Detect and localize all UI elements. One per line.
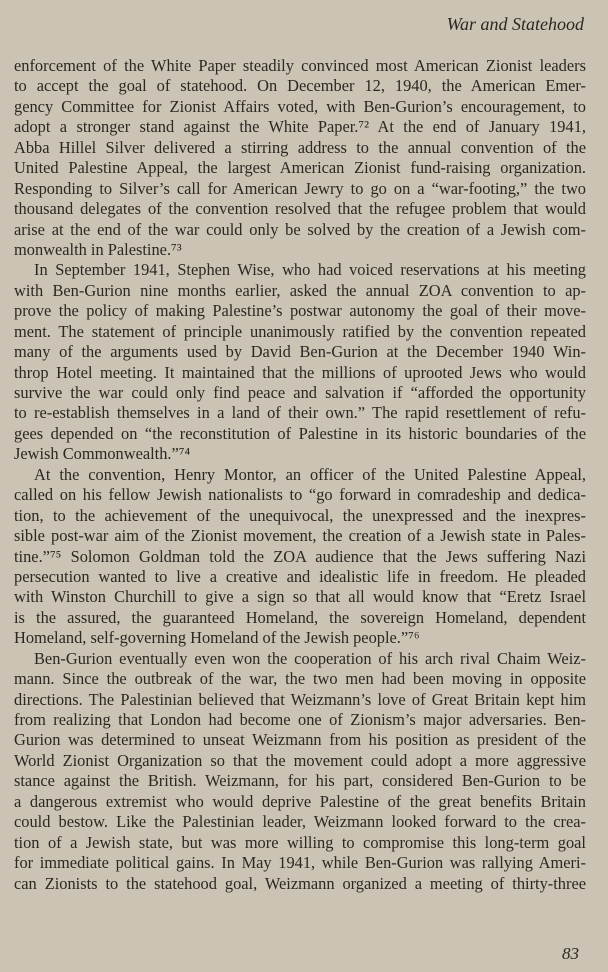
text-line: from realizing that London had become one of Zionism’s major adversaries. Ben- (14, 710, 586, 729)
running-header: War and Statehood (446, 14, 584, 34)
text-line: Ben-Gurion eventually even won the cooperation of his arch rival Chaim Weiz- (34, 648, 586, 668)
text-line: can Zionists to the statehood goal, Weizmann organized a meeting of thirty-three (14, 873, 586, 893)
text-line: ment. The statement of principle unanimously ratified by the convention repeated (14, 321, 586, 341)
text-line: tion, to the achievement of the unequivocal, the unexpressed and the inexpres- (14, 505, 586, 525)
text-line: adopt a stronger stand against the White Paper.⁷² At the end of January 1941, (14, 117, 586, 137)
text-line: Responding to Silver’s call for American Jewry to go on a “war-footing,” the two (14, 178, 586, 198)
text-line: directions. The Palestinian believed that Weizmann’s love of Great Britain kept him (14, 689, 586, 709)
text-line: Homeland, self-governing Homeland of the Jewish people.”⁷⁶ (14, 628, 420, 648)
text-line: stance against the British. Weizmann, for his part, considered Ben-Gurion to be (14, 771, 586, 791)
paragraph (14, 56, 586, 260)
text-line: thousand delegates of the convention resolved that the refugee problem that would (14, 199, 586, 219)
page-number: 83 (562, 944, 579, 963)
text-line: many of the arguments used by David Ben-Gurion at the December 1940 Win- (14, 342, 586, 362)
text-line: At the convention, Henry Montor, an officer of the United Palestine Appeal, (34, 464, 586, 484)
text-line: prove the policy of making Palestine’s postwar autonomy the goal of their move- (14, 301, 586, 321)
paragraph (14, 465, 586, 649)
text-line: tion of a Jewish state, but was more willing to compromise this long-term goal (14, 832, 586, 852)
text-line: In September 1941, Stephen Wise, who had voiced reservations at his meeting (34, 260, 586, 280)
text-line: Abba Hillel Silver delivered a stirring address to the annual convention of the (14, 137, 586, 157)
text-line: with Winston Churchill to give a sign so that all would know that “Eretz Israel (14, 587, 586, 607)
text-line: could bestow. Like the Palestinian leader, Weizmann looked forward to the crea- (14, 812, 586, 832)
text-line: a dangerous extremist who would deprive Palestine of the great benefits Britain (14, 791, 586, 811)
text-line: sible post-war aim of the Zionist movement, the creation of a Jewish state in Pales- (14, 526, 586, 546)
page-body (14, 56, 586, 894)
text-line: to accept the goal of statehood. On December 12, 1940, the American Emer- (14, 76, 586, 96)
text-line: tine.”⁷⁵ Solomon Goldman told the ZOA audience that the Jews suffering Nazi (14, 546, 586, 566)
text-line: arise at the end of the war could only be solved by the creation of a Jewish com- (14, 219, 586, 239)
text-line: Jewish Commonwealth.”⁷⁴ (14, 444, 191, 464)
text-line: mann. Since the outbreak of the war, the two men had been moving in opposite (14, 669, 586, 689)
text-line: to re-establish themselves in a land of their own.” The rapid resettlement of refu- (14, 403, 586, 423)
text-line: survive the war could only find peace and salvation if “afforded the opportunity (14, 383, 586, 402)
text-line: World Zionist Organization so that the movement could adopt a more aggressive (14, 750, 586, 770)
text-line: enforcement of the White Paper steadily convinced most American Zionist leaders (14, 56, 586, 75)
text-line: called on his fellow Jewish nationalists to “go forward in comradeship and dedica- (14, 485, 586, 505)
text-line: throp Hotel meeting. It maintained that the millions of uprooted Jews who would (14, 362, 586, 382)
text-line: gency Committee for Zionist Affairs voted, with Ben-Gurion’s encouragement, to (14, 96, 586, 116)
text-line: Gurion was determined to unseat Weizmann from his position as president of the (14, 730, 586, 750)
text-line: persecution wanted to live a creative and idealistic life in freedom. He pleaded (14, 566, 586, 586)
text-line: with Ben-Gurion nine months earlier, asked the annual ZOA convention to ap- (14, 280, 586, 300)
text-line: for immediate political gains. In May 1941, while Ben-Gurion was rallying Ameri- (14, 853, 586, 873)
text-line: monwealth in Palestine.⁷³ (14, 239, 182, 259)
paragraph (14, 260, 586, 464)
text-line: is the assured, the guaranteed Homeland, the sovereign Homeland, dependent (14, 607, 586, 627)
paragraph (14, 649, 586, 894)
text-line: United Palestine Appeal, the largest American Zionist fund-raising organization. (14, 158, 586, 178)
text-line: gees depended on “the reconstitution of Palestine in its historic boundaries of the (14, 423, 586, 443)
